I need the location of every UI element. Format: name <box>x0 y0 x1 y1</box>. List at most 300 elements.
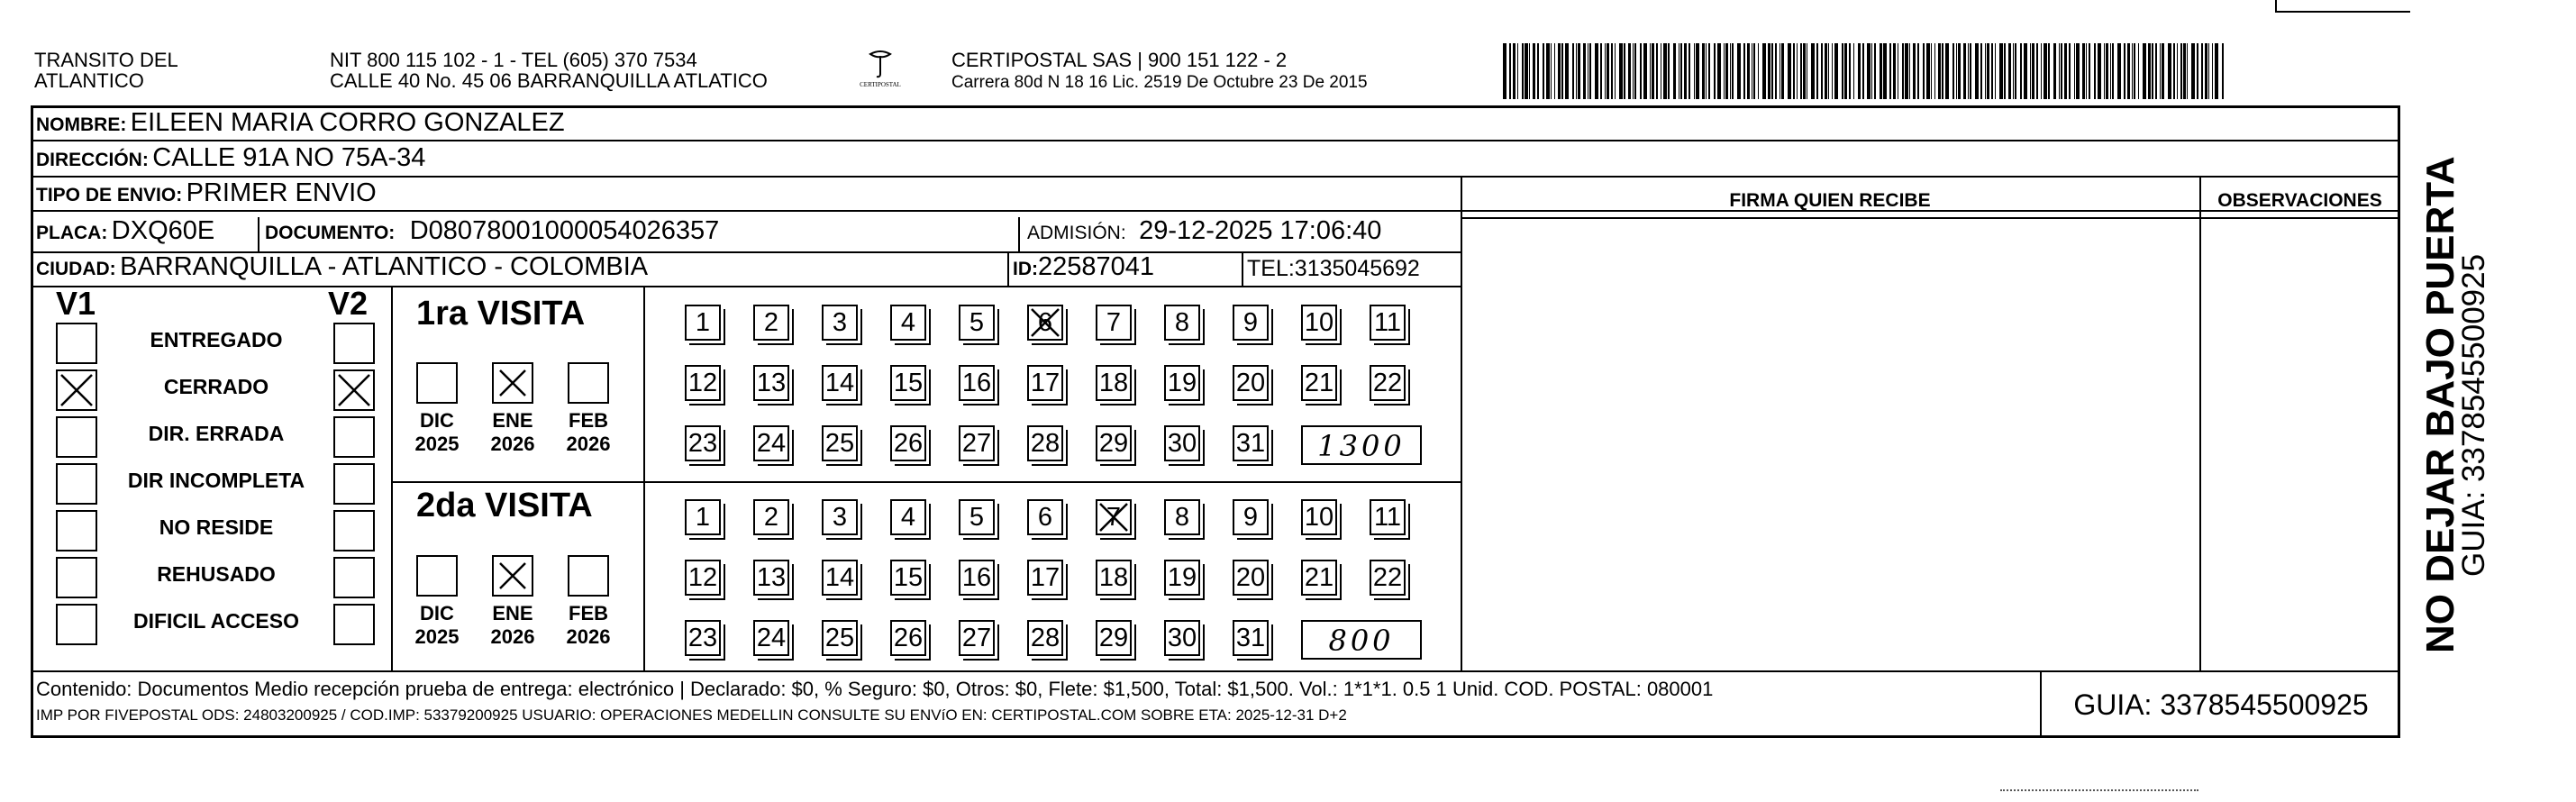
barcode-bar <box>1923 43 1925 99</box>
month-year: 2026 <box>490 433 535 455</box>
second-visit-day[interactable]: 31 <box>1233 620 1269 656</box>
barcode-bar <box>2201 43 2203 99</box>
barcode-bar <box>1737 43 1741 99</box>
v2-checkbox[interactable] <box>333 557 375 598</box>
barcode-bar <box>1828 43 1829 99</box>
barcode-bar <box>1945 43 1949 99</box>
first-visit-day[interactable]: 22 <box>1370 365 1406 401</box>
barcode-bar <box>1793 43 1795 99</box>
month-label <box>563 602 614 649</box>
barcode-bar <box>2112 43 2114 99</box>
barcode-bar <box>1533 43 1535 99</box>
barcode-bar <box>1803 43 1806 99</box>
v2-checkbox[interactable] <box>333 463 375 505</box>
first-visit-day[interactable]: 6 <box>1027 305 1063 341</box>
barcode-bar <box>2180 43 2182 99</box>
first-visit-day[interactable]: 1 <box>685 305 721 341</box>
first-visit-day[interactable]: 5 <box>959 305 995 341</box>
barcode-bar <box>2162 43 2164 99</box>
company-name: CERTIPOSTAL SAS | 900 151 122 - 2 <box>951 49 1288 71</box>
second-visit-title: 2da VISITA <box>416 487 593 524</box>
first-visit-day[interactable]: 15 <box>890 365 926 401</box>
barcode-bar <box>1968 43 1969 99</box>
barcode-bar <box>1987 43 1989 99</box>
barcode-bar <box>2104 43 2105 99</box>
barcode-bar <box>1980 43 1982 99</box>
first-visit-day[interactable]: 9 <box>1233 305 1269 341</box>
second-visit-day[interactable]: 29 <box>1096 620 1132 656</box>
col-line <box>1242 251 1243 286</box>
barcode-bar <box>2205 43 2207 99</box>
month-checkbox-feb[interactable] <box>568 555 609 597</box>
placa-value: DXQ60E <box>111 216 215 245</box>
month-checkbox-dic[interactable] <box>416 555 458 597</box>
month-name: ENE <box>492 409 533 432</box>
barcode-bar <box>2143 43 2146 99</box>
barcode-bar <box>1825 43 1827 99</box>
barcode-bar <box>1958 43 1961 99</box>
barcode-bar <box>2148 43 2151 99</box>
barcode-bar <box>1589 43 1591 99</box>
barcode-bar <box>1529 43 1530 99</box>
month-name: FEB <box>569 409 608 432</box>
row-line <box>391 481 1461 483</box>
barcode-bar <box>1668 43 1670 99</box>
barcode-bar <box>1634 43 1636 99</box>
first-visit-day[interactable]: 24 <box>753 425 789 461</box>
barcode-bar <box>2212 43 2213 99</box>
col-line <box>1461 176 1462 671</box>
admision-field <box>1027 216 1381 246</box>
tel-label: TEL: <box>1247 256 1295 281</box>
col-line <box>2199 176 2201 671</box>
first-visit-day[interactable]: 14 <box>822 365 858 401</box>
month-name: ENE <box>492 602 533 624</box>
barcode-bar <box>1942 43 1943 99</box>
barcode-bar <box>1717 43 1721 99</box>
first-visit-day[interactable]: 16 <box>959 365 995 401</box>
barcode-bar <box>2041 43 2042 99</box>
barcode-bar <box>1931 43 1932 99</box>
tipo-label: TIPO DE ENVIO: <box>36 185 183 205</box>
v1-checkbox[interactable] <box>56 369 97 411</box>
barcode-bar <box>2208 43 2209 99</box>
month-checkbox-ene[interactable] <box>492 555 533 597</box>
v1-checkbox[interactable] <box>56 510 97 551</box>
sender-name-line2: ATLANTICO <box>34 69 144 92</box>
second-visit-day[interactable]: 23 <box>685 620 721 656</box>
v1-checkbox[interactable] <box>56 416 97 458</box>
row-line <box>31 286 1461 287</box>
barcode-bar <box>1991 43 1993 99</box>
first-visit-day[interactable]: 13 <box>753 365 789 401</box>
barcode-bar <box>1889 43 1891 99</box>
barcode-bar <box>2094 43 2096 99</box>
barcode-bar <box>2020 43 2022 99</box>
barcode-bar <box>2197 43 2198 99</box>
address-label: DIRECCIÓN: <box>36 150 149 170</box>
month-year: 2026 <box>490 625 535 648</box>
first-visit-day[interactable]: 30 <box>1164 425 1200 461</box>
first-visit-day[interactable]: 19 <box>1164 365 1200 401</box>
barcode-bar <box>1607 43 1609 99</box>
barcode-bar <box>2160 43 2161 99</box>
v1-checkbox[interactable] <box>56 463 97 505</box>
second-visit-day[interactable]: 30 <box>1164 620 1200 656</box>
second-visit-day[interactable]: 15 <box>890 560 926 596</box>
status-label-2: DIR. ERRADA <box>148 422 285 445</box>
observaciones-label: OBSERVACIONES <box>2217 190 2382 211</box>
barcode-bar <box>1821 43 1823 99</box>
barcode-bar <box>1952 43 1954 99</box>
barcode-bar <box>1917 43 1919 99</box>
barcode-bar <box>1640 43 1642 99</box>
second-visit-day[interactable]: 1 <box>685 499 721 535</box>
barcode-bar <box>1561 43 1563 99</box>
second-visit-day[interactable]: 26 <box>890 620 926 656</box>
ciudad-label: CIUDAD: <box>36 259 116 279</box>
barcode-bar <box>1546 43 1550 99</box>
barcode-bar <box>1572 43 1574 99</box>
corner-mark-bottom <box>2275 11 2410 13</box>
month-label <box>412 409 462 456</box>
first-visit-day[interactable]: 20 <box>1233 365 1269 401</box>
month-year: 2025 <box>414 625 460 648</box>
v2-label: V2 <box>328 285 369 322</box>
barcode-bar <box>1871 43 1872 99</box>
barcode-bar <box>1684 43 1687 99</box>
barcode-bar <box>2117 43 2121 99</box>
col-line <box>643 286 645 670</box>
status-label-3: DIR INCOMPLETA <box>127 469 305 492</box>
name-label: NOMBRE: <box>36 114 127 135</box>
firma-label: FIRMA QUIEN RECIBE <box>1729 190 1931 211</box>
first-visit-day[interactable]: 31 <box>1233 425 1269 461</box>
check-mark-icon <box>494 364 532 402</box>
barcode-bar <box>1934 43 1935 99</box>
v1-checkbox[interactable] <box>56 323 97 364</box>
barcode-bar <box>2222 43 2224 99</box>
barcode-bar <box>1694 43 1695 99</box>
recipient-address: CALLE 91A NO 75A-34 <box>152 143 426 172</box>
barcode-bar <box>1611 43 1613 99</box>
barcode-bar <box>1680 43 1682 99</box>
first-visit-day[interactable]: 21 <box>1301 365 1337 401</box>
col-line <box>258 217 259 251</box>
barcode-bar <box>1689 43 1690 99</box>
barcode-bar <box>2030 43 2031 99</box>
tel-value: 3135045692 <box>1294 256 1420 281</box>
first-visit-day[interactable]: 17 <box>1027 365 1063 401</box>
second-visit-day[interactable]: 16 <box>959 560 995 596</box>
second-visit-time-box[interactable] <box>1301 620 1422 660</box>
barcode-bar <box>2082 43 2085 99</box>
check-mark-icon <box>494 557 532 595</box>
first-visit-day[interactable]: 3 <box>822 305 858 341</box>
admision-value: 29-12-2025 17:06:40 <box>1139 216 1382 245</box>
barcode-bar <box>2036 43 2038 99</box>
observations-area[interactable] <box>2203 222 2397 667</box>
v1-checkbox[interactable] <box>56 604 97 645</box>
month-label <box>412 602 462 649</box>
col-line <box>1007 251 1009 286</box>
barcode-bar <box>1771 43 1773 99</box>
status-label-6: DIFICIL ACCESO <box>132 609 299 633</box>
barcode-bar <box>1513 43 1516 99</box>
barcode-bar <box>1743 43 1745 99</box>
barcode-bar <box>1595 43 1598 99</box>
second-visit-day[interactable]: 3 <box>822 499 858 535</box>
barcode-bar <box>1913 43 1916 99</box>
v2-checkbox[interactable] <box>333 416 375 458</box>
barcode-bar <box>1702 43 1705 99</box>
barcode-bar <box>1975 43 1979 99</box>
admision-label: ADMISIÓN: <box>1027 223 1126 243</box>
barcode-bar <box>1650 43 1651 99</box>
second-visit-day[interactable]: 2 <box>753 499 789 535</box>
barcode-bar <box>2191 43 2195 99</box>
check-mark-icon <box>1097 501 1130 533</box>
first-visit-day[interactable]: 10 <box>1301 305 1337 341</box>
barcode-bar <box>1862 43 1864 99</box>
status-label-1: CERRADO <box>163 375 269 398</box>
row-line <box>31 140 2400 141</box>
barcode-bar <box>1605 43 1606 99</box>
id-field <box>1013 252 1154 282</box>
barcode-bar <box>2013 43 2014 99</box>
second-visit-day[interactable]: 20 <box>1233 560 1269 596</box>
tel-field <box>1247 256 1420 282</box>
month-year: 2026 <box>566 433 611 455</box>
barcode-bar <box>1842 43 1843 99</box>
col-line <box>1018 217 1020 251</box>
row-line <box>1461 217 2400 219</box>
month-name: FEB <box>569 602 608 624</box>
first-visit-time-handwritten: 1300 <box>1317 429 1406 463</box>
sender-nit: NIT 800 115 102 - 1 - TEL (605) 370 7534 <box>330 49 697 71</box>
barcode-bar <box>1619 43 1623 99</box>
tipo-value: PRIMER ENVIO <box>186 178 377 207</box>
second-visit-day[interactable]: 21 <box>1301 560 1337 596</box>
barcode-bar <box>1615 43 1616 99</box>
first-visit-day[interactable]: 4 <box>890 305 926 341</box>
second-visit-day[interactable]: 9 <box>1233 499 1269 535</box>
first-visit-day[interactable]: 28 <box>1027 425 1063 461</box>
barcode-bar <box>1714 43 1716 99</box>
ciudad-row <box>36 252 648 282</box>
barcode-bar <box>1775 43 1777 99</box>
barcode-bar <box>1995 43 1996 99</box>
barcode-bar <box>1537 43 1539 99</box>
row-line <box>31 670 2400 672</box>
barcode-bar <box>1663 43 1667 99</box>
barcode-bar <box>1938 43 1941 99</box>
barcode-bar <box>1926 43 1930 99</box>
barcode-bar <box>2015 43 2016 99</box>
signature-area[interactable] <box>1464 222 2196 667</box>
second-visit-day[interactable]: 7 <box>1096 499 1132 535</box>
barcode-bar <box>2152 43 2153 99</box>
v2-checkbox[interactable] <box>333 604 375 645</box>
month-name: DIC <box>420 409 454 432</box>
second-visit-day[interactable]: 18 <box>1096 560 1132 596</box>
barcode-bar <box>1583 43 1586 99</box>
first-visit-day[interactable]: 11 <box>1370 305 1406 341</box>
v1-checkbox[interactable] <box>56 557 97 598</box>
first-visit-day[interactable]: 18 <box>1096 365 1132 401</box>
barcode-bar <box>1909 43 1910 99</box>
barcode-bar <box>1503 43 1506 99</box>
barcode-bar <box>1788 43 1791 99</box>
month-checkbox-ene[interactable] <box>492 362 533 404</box>
second-visit-day[interactable]: 4 <box>890 499 926 535</box>
barcode-bar <box>2048 43 2050 99</box>
first-visit-day[interactable]: 23 <box>685 425 721 461</box>
second-visit-day[interactable]: 24 <box>753 620 789 656</box>
barcode-bar <box>1832 43 1833 99</box>
barcode-bar <box>1999 43 2003 99</box>
second-visit-day[interactable]: 19 <box>1164 560 1200 596</box>
row-line <box>31 176 2400 178</box>
barcode-bar <box>1576 43 1577 99</box>
documento-value: D08078001000054026357 <box>409 216 720 245</box>
barcode-bar <box>1797 43 1798 99</box>
v2-checkbox[interactable] <box>333 323 375 364</box>
barcode-bar <box>1696 43 1699 99</box>
month-label <box>487 602 538 649</box>
barcode-bar <box>2076 43 2080 99</box>
barcode-bar <box>2008 43 2011 99</box>
v1-label: V1 <box>56 285 96 322</box>
second-visit-day[interactable]: 10 <box>1301 499 1337 535</box>
second-visit-day[interactable]: 14 <box>822 560 858 596</box>
barcode-bar <box>1509 43 1511 99</box>
second-visit-day[interactable]: 22 <box>1370 560 1406 596</box>
barcode-bar <box>1565 43 1569 99</box>
first-visit-day[interactable]: 25 <box>822 425 858 461</box>
barcode-bar <box>2064 43 2067 99</box>
second-visit-day[interactable]: 5 <box>959 499 995 535</box>
first-visit-day[interactable]: 27 <box>959 425 995 461</box>
barcode-bar <box>2061 43 2062 99</box>
barcode-bar <box>2106 43 2108 99</box>
barcode-bar <box>1768 43 1770 99</box>
v2-checkbox[interactable] <box>333 369 375 411</box>
second-visit-day[interactable]: 25 <box>822 620 858 656</box>
month-checkbox-dic[interactable] <box>416 362 458 404</box>
barcode-bar <box>1893 43 1896 99</box>
svg-text:CERTIPOSTAL: CERTIPOSTAL <box>860 81 901 88</box>
placa-field <box>36 216 214 246</box>
documento-label: DOCUMENTO: <box>265 223 396 243</box>
barcode-bar <box>1652 43 1654 99</box>
first-visit-day[interactable]: 2 <box>753 305 789 341</box>
month-year: 2025 <box>414 433 460 455</box>
barcode-bar <box>1858 43 1861 99</box>
barcode-bar <box>2138 43 2139 99</box>
barcode-bar <box>2183 43 2186 99</box>
barcode-bar <box>1628 43 1631 99</box>
barcode-bar <box>1600 43 1602 99</box>
barcode-bar <box>1724 43 1725 99</box>
second-visit-day[interactable]: 11 <box>1370 499 1406 535</box>
col-line <box>391 286 393 670</box>
barcode-bar <box>1849 43 1851 99</box>
footer-contents: Contenido: Documentos Medio recepción prueba de entrega: electrónico | Declarado: $0, % Seguro: $0, Otros: $0, Flete: $1,500, Total: $1,500. Vol.: 1*1*1. 0.5 1 Unid. COD. POSTAL: 080001 <box>36 678 1714 700</box>
v2-checkbox[interactable] <box>333 510 375 551</box>
barcode-bar <box>1656 43 1658 99</box>
status-label-4: NO RESIDE <box>159 515 274 539</box>
month-label <box>563 409 614 456</box>
id-label: ID: <box>1013 259 1038 279</box>
check-mark-icon <box>58 371 96 409</box>
certipostal-logo <box>845 47 915 94</box>
second-visit-day[interactable]: 17 <box>1027 560 1063 596</box>
barcode-bar <box>1834 43 1838 99</box>
barcode-bar <box>2177 43 2178 99</box>
barcode-bar <box>1874 43 1876 99</box>
id-value: 22587041 <box>1038 252 1155 281</box>
barcode-bar <box>2074 43 2075 99</box>
barcode-bar <box>2155 43 2157 99</box>
second-visit-day[interactable]: 6 <box>1027 499 1063 535</box>
barcode-bar <box>2187 43 2188 99</box>
barcode-bar <box>2024 43 2027 99</box>
barcode-bar <box>1725 43 1728 99</box>
barcode-bar <box>2098 43 2101 99</box>
barcode-bar <box>1758 43 1759 99</box>
barcode-bar <box>1811 43 1815 99</box>
sender-address: CALLE 40 No. 45 06 BARRANQUILLA ATLATICO <box>330 69 768 92</box>
month-label <box>487 409 538 456</box>
month-year: 2026 <box>566 625 611 648</box>
barcode-bar <box>1781 43 1784 99</box>
barcode-bar <box>1816 43 1818 99</box>
barcode-bar <box>1902 43 1904 99</box>
barcode-bar <box>2173 43 2175 99</box>
barcode-bar <box>2132 43 2133 99</box>
second-visit-day[interactable]: 28 <box>1027 620 1063 656</box>
barcode-bar <box>2032 43 2034 99</box>
first-visit-day[interactable]: 12 <box>685 365 721 401</box>
barcode-bar <box>1753 43 1755 99</box>
second-visit-day[interactable]: 27 <box>959 620 995 656</box>
barcode-bar <box>2089 43 2090 99</box>
month-checkbox-feb[interactable] <box>568 362 609 404</box>
barcode-bar <box>1624 43 1625 99</box>
barcode-bar <box>1956 43 1957 99</box>
first-visit-time-box[interactable] <box>1301 425 1422 465</box>
barcode-bar <box>1883 43 1887 99</box>
barcode-bar <box>1970 43 1971 99</box>
barcode-bar <box>2215 43 2218 99</box>
second-visit-day[interactable]: 8 <box>1164 499 1200 535</box>
first-visit-day[interactable]: 7 <box>1096 305 1132 341</box>
barcode-bar <box>1522 43 1524 99</box>
company-address: Carrera 80d N 18 16 Lic. 2519 De Octubre 23 De 2015 <box>951 73 1368 92</box>
second-visit-day[interactable]: 13 <box>753 560 789 596</box>
first-visit-day[interactable]: 26 <box>890 425 926 461</box>
footer-guia: GUIA: 3378545500925 <box>2073 688 2369 721</box>
status-label-5: REHUSADO <box>157 562 276 586</box>
first-visit-day[interactable]: 29 <box>1096 425 1132 461</box>
second-visit-day[interactable]: 12 <box>685 560 721 596</box>
barcode-bar <box>2069 43 2071 99</box>
first-visit-title: 1ra VISITA <box>416 295 586 333</box>
cut-artifact <box>2000 789 2198 795</box>
barcode-bar <box>2134 43 2135 99</box>
first-visit-day[interactable]: 8 <box>1164 305 1200 341</box>
